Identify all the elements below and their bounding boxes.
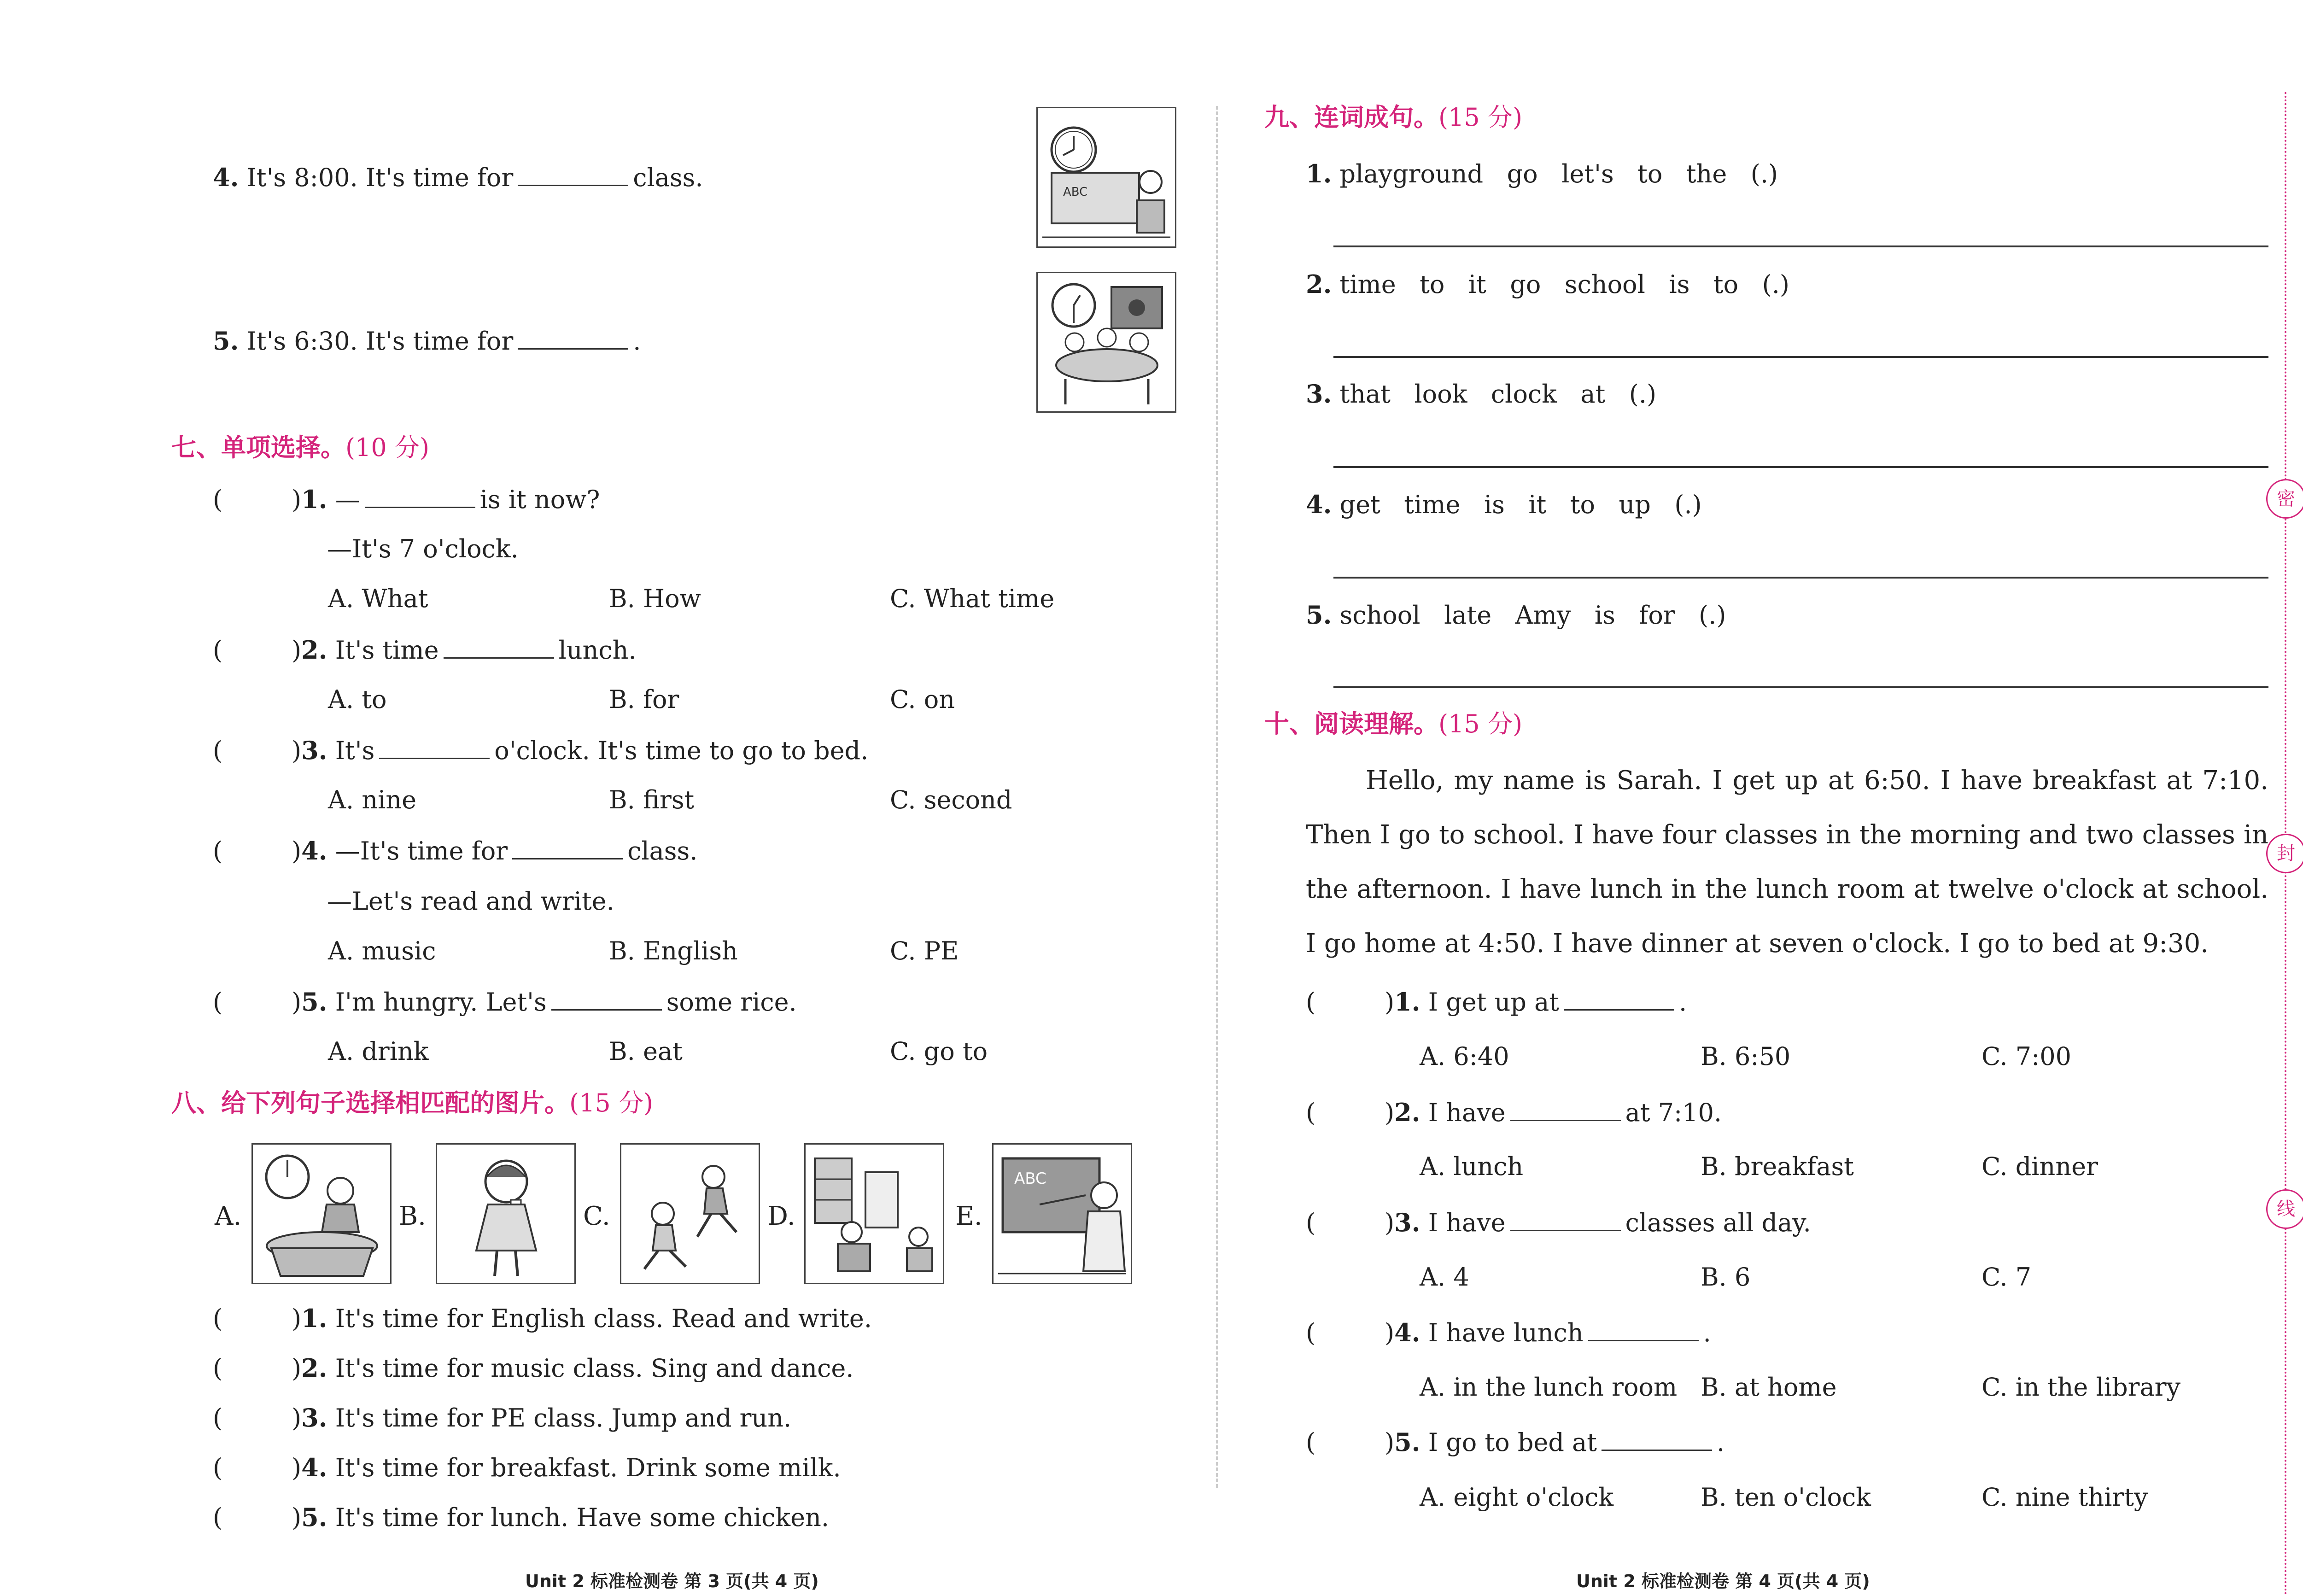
option-a: A. 6:40 xyxy=(1420,1042,1509,1071)
item-text-pre: It's time xyxy=(335,636,439,665)
item-text-post: at 7:10. xyxy=(1625,1098,1722,1127)
option-a: A. drink xyxy=(328,1037,429,1066)
scrambled-words: that look clock at (.) xyxy=(1339,380,1657,409)
sec9-item-3 xyxy=(1306,381,1656,407)
item-text: It's time for English class. Read and write. xyxy=(335,1304,872,1333)
item-number: 1. xyxy=(1306,159,1332,188)
reading-passage: Hello, my name is Sarah. I get up at 6:50. I have breakfast at 7:10. Then I go to school. I have four classes in the morning and two classes in the afternoon. I have lunch in the lunch room at twelve o'clock at school. I go home at 4:50. I have dinner at seven o'clock. I go to bed at 9:30. xyxy=(1306,766,2268,959)
paren-close: ) xyxy=(1385,1428,1395,1457)
answer-blank[interactable] xyxy=(1588,1339,1699,1341)
option-c: C. PE xyxy=(890,936,959,965)
section-8-title xyxy=(171,1088,654,1117)
section-points: (10 分) xyxy=(345,433,430,462)
girl-drinking-milk-icon xyxy=(437,1145,574,1283)
answer-blank[interactable] xyxy=(1602,1449,1712,1451)
section-title-text: 八、给下列句子选择相匹配的图片。 xyxy=(171,1088,569,1117)
paren-open: ( xyxy=(213,1403,223,1432)
sec7-item-1-line2: —It's 7 o'clock. xyxy=(327,534,519,563)
picture-a xyxy=(251,1143,392,1284)
option-b: B. 6 xyxy=(1701,1263,1751,1292)
sec8-item-4 xyxy=(213,1455,841,1480)
picture-e xyxy=(992,1143,1132,1284)
paren-open: ( xyxy=(213,1453,223,1482)
sec8-item-3 xyxy=(213,1405,791,1431)
item-text-post: some rice. xyxy=(666,988,797,1017)
option-b: B. How xyxy=(609,584,701,613)
sec7-item-4 xyxy=(213,838,697,864)
sec9-item-4 xyxy=(1306,492,1702,517)
answer-line[interactable] xyxy=(1333,246,2268,247)
scrambled-words: playground go let's to the (.) xyxy=(1339,159,1778,188)
item-number: 5. xyxy=(301,987,327,1017)
item-text-pre: I'm hungry. Let's xyxy=(335,988,547,1017)
paren-close: ) xyxy=(292,1403,302,1432)
answer-blank[interactable] xyxy=(444,657,554,659)
answer-blank[interactable] xyxy=(518,348,628,350)
sec9-item-5 xyxy=(1306,602,1726,628)
option-a: A. music xyxy=(328,936,436,965)
item-text-pre: I have xyxy=(1428,1208,1506,1237)
sec10-item-1 xyxy=(1306,989,1687,1015)
option-a: A. eight o'clock xyxy=(1420,1483,1614,1512)
svg-text:ABC: ABC xyxy=(1063,185,1088,199)
item-text-pre: I go to bed at xyxy=(1428,1428,1597,1457)
answer-blank[interactable] xyxy=(1564,1009,1674,1011)
item-text-post: is it now? xyxy=(479,485,600,514)
sec9-item-1 xyxy=(1306,161,1778,187)
option-c: C. dinner xyxy=(1982,1152,2098,1181)
paren-close: ) xyxy=(1385,1318,1395,1347)
q5-picture xyxy=(1036,272,1176,413)
option-b: B. for xyxy=(609,685,679,714)
sec7-item-2 xyxy=(213,637,637,663)
item-text-post: class. xyxy=(633,163,703,192)
paren-open: ( xyxy=(1306,1428,1316,1457)
answer-blank[interactable] xyxy=(512,858,623,859)
item-number: 2. xyxy=(1306,269,1332,299)
item-text-post: . xyxy=(1703,1318,1711,1347)
page-divider xyxy=(1216,106,1218,1488)
item-number: 4. xyxy=(213,163,239,192)
paren-close: ) xyxy=(292,1453,302,1482)
paren-open: ( xyxy=(213,736,223,765)
section-7-title xyxy=(171,435,429,460)
option-b: B. ten o'clock xyxy=(1701,1483,1871,1512)
item-number: 3. xyxy=(1394,1208,1420,1237)
sec8-item-5 xyxy=(213,1502,830,1532)
paren-close: ) xyxy=(292,736,302,765)
paren-close: ) xyxy=(1385,1098,1395,1127)
scrambled-words: time to it go school is to (.) xyxy=(1339,270,1789,299)
item-text-post: classes all day. xyxy=(1625,1208,1811,1237)
item-text-pre: — xyxy=(335,485,360,514)
page-footer-right: Unit 2 标准检测卷 第 4 页(共 4 页) xyxy=(1576,1571,1870,1591)
sec7-item-3 xyxy=(213,738,868,763)
paren-close: ) xyxy=(1385,1208,1395,1237)
item-number: 5. xyxy=(301,1502,327,1532)
sec7-item-5 xyxy=(213,989,797,1015)
option-a: A. 4 xyxy=(1420,1263,1469,1292)
item-text-post: . xyxy=(1679,988,1687,1017)
page-footer-left: Unit 2 标准检测卷 第 3 页(共 4 页) xyxy=(525,1571,819,1591)
item-text-post: o'clock. It's time to go to bed. xyxy=(494,736,869,765)
item-number: 3. xyxy=(301,1403,327,1432)
item-number: 5. xyxy=(1306,600,1332,630)
item-number: 1. xyxy=(1394,987,1420,1017)
item-number: 4. xyxy=(301,836,327,865)
option-b: B. English xyxy=(609,936,738,965)
item-number: 1. xyxy=(301,1304,327,1333)
answer-line[interactable] xyxy=(1333,466,2268,468)
picture-d xyxy=(804,1143,944,1284)
option-a: A. to xyxy=(328,685,387,714)
paren-close: ) xyxy=(1385,988,1395,1017)
item-number: 5. xyxy=(213,326,239,356)
clock-child-eating-icon xyxy=(253,1145,390,1283)
paren-close: ) xyxy=(292,836,302,865)
q4-picture xyxy=(1036,107,1176,248)
children-running-icon xyxy=(621,1145,759,1283)
item-text-post: . xyxy=(1716,1428,1725,1457)
seal-char-mi: 密 xyxy=(2266,479,2303,519)
paren-open: ( xyxy=(1306,1318,1316,1347)
seal-char-feng: 封 xyxy=(2266,834,2303,873)
item-text-pre: I have xyxy=(1428,1098,1506,1127)
sec10-item-4 xyxy=(1306,1320,1711,1345)
paren-open: ( xyxy=(213,485,223,514)
answer-blank[interactable] xyxy=(1510,1229,1621,1231)
paren-open: ( xyxy=(213,1304,223,1333)
section-title-text: 七、单项选择。 xyxy=(171,433,345,462)
item-text-pre: It's 8:00. It's time for xyxy=(246,163,514,192)
clock-teacher-icon xyxy=(1038,108,1175,246)
answer-line[interactable] xyxy=(1333,356,2268,358)
sec7-item-1 xyxy=(213,487,600,512)
option-b: B. at home xyxy=(1701,1373,1837,1402)
item-text: It's time for lunch. Have some chicken. xyxy=(335,1503,830,1532)
item-text: It's time for PE class. Jump and run. xyxy=(335,1403,792,1432)
sec10-item-5 xyxy=(1306,1427,1725,1457)
option-c: C. in the library xyxy=(1982,1373,2180,1402)
clock-family-dinner-icon xyxy=(1038,273,1175,411)
item-number: 2. xyxy=(301,1353,327,1383)
scrambled-words: get time is it to up (.) xyxy=(1339,490,1702,519)
item-text-post: class. xyxy=(627,836,698,865)
item-number: 3. xyxy=(301,736,327,765)
item-number: 1. xyxy=(301,485,327,514)
answer-line[interactable] xyxy=(1333,686,2268,688)
paren-open: ( xyxy=(1306,1208,1316,1237)
option-c: C. nine thirty xyxy=(1982,1483,2148,1512)
item-number: 2. xyxy=(301,635,327,665)
section-points: (15 分) xyxy=(1438,103,1523,132)
q6-item-4 xyxy=(213,165,703,190)
option-b: B. breakfast xyxy=(1701,1152,1854,1181)
answer-line[interactable] xyxy=(1333,577,2268,579)
option-c: C. on xyxy=(890,685,955,714)
option-c: C. go to xyxy=(890,1037,988,1066)
item-text-post: . xyxy=(633,327,641,356)
item-number: 5. xyxy=(1394,1427,1420,1457)
sec10-item-2 xyxy=(1306,1100,1722,1125)
item-text-post: lunch. xyxy=(558,636,637,665)
item-number: 2. xyxy=(1394,1098,1420,1127)
pic-label-e: E. xyxy=(955,1201,982,1231)
answer-blank[interactable] xyxy=(1510,1119,1621,1121)
section-title-text: 九、连词成句。 xyxy=(1264,103,1438,132)
section-points: (15 分) xyxy=(1438,709,1523,738)
paren-open: ( xyxy=(213,636,223,665)
option-a: A. What xyxy=(328,584,428,613)
sec10-item-3 xyxy=(1306,1210,1811,1235)
item-text-pre: It's 6:30. It's time for xyxy=(246,327,514,356)
item-text-pre: I have lunch xyxy=(1428,1318,1584,1347)
picture-b xyxy=(436,1143,576,1284)
pic-label-b: B. xyxy=(399,1201,426,1231)
section-10-title xyxy=(1264,709,1523,738)
option-a: A. nine xyxy=(328,785,417,814)
option-c: C. second xyxy=(890,785,1012,814)
item-text: It's time for breakfast. Drink some milk. xyxy=(335,1453,841,1482)
section-points: (15 分) xyxy=(569,1088,654,1117)
option-b: B. first xyxy=(609,785,695,814)
item-text-pre: It's xyxy=(335,736,375,765)
pic-label-c: C. xyxy=(583,1201,610,1231)
item-number: 3. xyxy=(1306,379,1332,409)
paren-open: ( xyxy=(213,836,223,865)
item-text-pre: —It's time for xyxy=(335,836,508,865)
scrambled-words: school late Amy is for (.) xyxy=(1339,601,1726,630)
pic-label-d: D. xyxy=(767,1201,795,1231)
section-9-title xyxy=(1264,105,1522,130)
q6-item-5 xyxy=(213,328,641,354)
picture-c xyxy=(620,1143,760,1284)
paren-close: ) xyxy=(292,1354,302,1383)
paren-open: ( xyxy=(213,988,223,1017)
option-a: A. lunch xyxy=(1420,1152,1524,1181)
sec8-item-1 xyxy=(213,1306,872,1331)
teacher-abc-board-icon xyxy=(994,1145,1131,1283)
option-a: A. in the lunch room xyxy=(1420,1373,1678,1402)
item-number: 4. xyxy=(1394,1318,1420,1347)
option-c: C. 7 xyxy=(1982,1263,2032,1292)
paren-open: ( xyxy=(213,1503,223,1532)
sec9-item-2 xyxy=(1306,269,1789,299)
paren-close: ) xyxy=(292,1503,302,1532)
answer-blank[interactable] xyxy=(551,1009,662,1011)
sec7-item-4-line2: —Let's read and write. xyxy=(327,887,614,916)
paren-close: ) xyxy=(292,485,302,514)
paren-close: ) xyxy=(292,636,302,665)
paren-open: ( xyxy=(213,1354,223,1383)
paren-close: ) xyxy=(292,988,302,1017)
paren-open: ( xyxy=(1306,1098,1316,1127)
item-text-pre: I get up at xyxy=(1428,988,1559,1017)
answer-blank[interactable] xyxy=(379,757,490,759)
seal-char-xian: 线 xyxy=(2266,1189,2303,1229)
item-number: 4. xyxy=(1306,490,1332,519)
paren-open: ( xyxy=(1306,988,1316,1017)
classroom-scene-icon xyxy=(806,1145,943,1283)
item-text: It's time for music class. Sing and dance. xyxy=(335,1354,854,1383)
option-c: C. What time xyxy=(890,584,1055,613)
answer-blank[interactable] xyxy=(518,184,628,186)
paren-close: ) xyxy=(292,1304,302,1333)
svg-text:ABC: ABC xyxy=(1014,1169,1046,1188)
section-title-text: 十、阅读理解。 xyxy=(1264,709,1438,738)
sec8-item-2 xyxy=(213,1353,854,1383)
option-b: B. 6:50 xyxy=(1701,1042,1791,1071)
pic-label-a: A. xyxy=(215,1201,242,1231)
option-b: B. eat xyxy=(609,1037,683,1066)
item-number: 4. xyxy=(301,1453,327,1482)
option-c: C. 7:00 xyxy=(1982,1042,2071,1071)
answer-blank[interactable] xyxy=(365,506,475,508)
